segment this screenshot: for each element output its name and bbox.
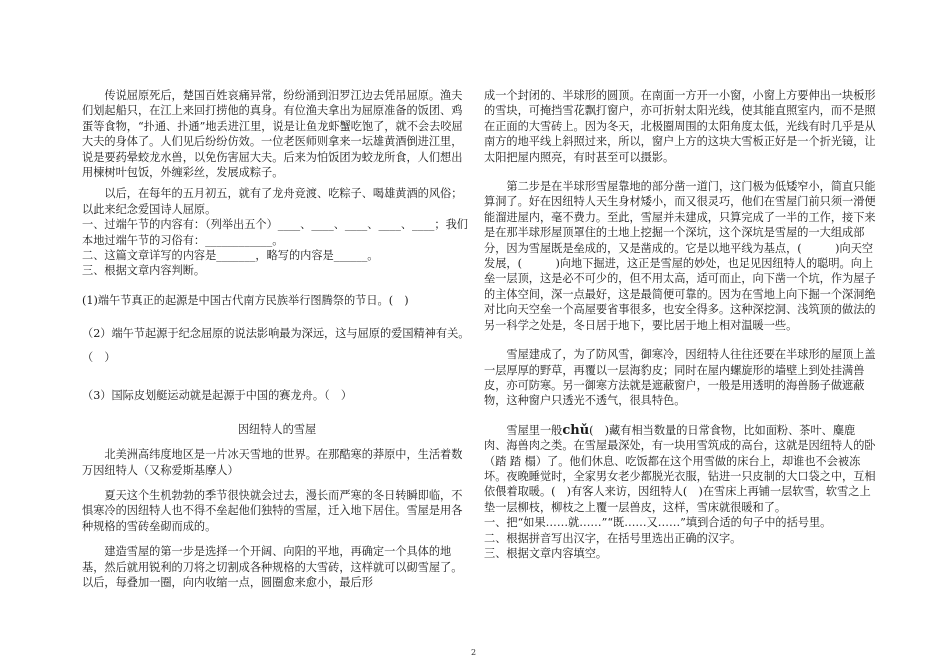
page-number: 2 [471, 648, 477, 657]
passage-paragraph: 北美洲高纬度地区是一片冰天雪地的世界。在那酷寒的莽原中，生活着数万因纽特人（又称爱斯基摩人） [82, 448, 463, 477]
question-2: 二、这篇文章详写的内容是_______，略写的内容是______。 [82, 249, 379, 263]
judgement-item: （3）国际皮划艇运动就是起源于中国的赛龙舟。（ ） [82, 389, 353, 403]
judgement-item: （2）端午节起源于纪念屈原的说法影响最为深远，这与屈原的爱国精神有关。（ ） [82, 327, 470, 365]
question-1: 一、过端午节的内容有：（列举出五个）____、____、____、____、____；我们本地过端午节的习俗有：____________。 [82, 218, 468, 247]
passage-paragraph: 雪屋建成了，为了防风雪，御寒冷，因纽特人往往还要在半球形的屋顶上盖一层厚厚的野草，再覆以一层海豹皮；同时在屋内螺旋形的墙壁上到处挂满兽皮，亦可防寒。另一御寒方法就是遮蔽窗户，一般是用透明的海兽肠子做遮蔽物，这种窗户只透光不透气，很具特色。 [484, 348, 876, 408]
passage-paragraph: 成一个封闭的、半球形的圆顶。在南面一方开一小窗，小窗上方要伸出一块板形的雪块，可掩挡雪花飘打窗户，亦可折射太阳光线，使其能直照室内，而不是照在正面的大雪砖上。因为冬天，北极圈周围的太阳角度太低，光线有时几乎是从南方的地平线上斜照过来，所以，窗户上方的这块大雪板正好是一个折光镜，让太阳把屋内照亮，有时甚至可以摄影。 [484, 89, 876, 164]
pinyin-prompt: chǔ [562, 422, 590, 438]
passage-text: 雪屋里一般 [506, 423, 563, 437]
question-1: 一、把“如果……就……”“既……又……”填到合适的句子中的括号里。 [484, 516, 832, 530]
passage-paragraph: 第二步是在半球形雪屋靠地的部分凿一道门，这门极为低矮窄小，简直只能算洞了。好在因纽特人天生身材矮小，而又很灵巧，他们在雪屋门前只须一滑便能溜进屋内，毫不费力。至此，雪屋并未建成，只算完成了一半的工作，接下来是在那半球形屋顶罩住的土地上挖掘一个深坑，这个深坑是雪屋的一大组成部分，因为雪屋既是垒成的，又是凿成的。它是以地平线为基点，( )向天空发展，( )向地下掘进，这正是雪屋的妙处，也足见因纽特人的聪明。向上垒一层顶，这是必不可少的，但不用太高，适可而止，向下凿一个坑，作为屋子的主体空间，深一点最好，这是最简便可靠的。因为在雪地上向下掘一个深洞绝对比向天空垒一个高屋要省事很多，也安全得多。这种深挖洞、浅筑顶的做法的另一科学之处是，冬日居于地下，要比居于地上相对温暖一些。 [484, 180, 876, 332]
question-3: 三、根据文章内容填空。 [484, 546, 608, 560]
passage-paragraph [484, 423, 876, 515]
article-title: 因纽特人的雪屋 [237, 422, 317, 436]
passage-paragraph: 以后，在每年的五月初五，就有了龙舟竞渡、吃粽子、喝雄黄酒的风俗；以此来纪念爱国诗人屈原。 [82, 187, 463, 216]
left-column [82, 88, 472, 590]
question-3: 三、根据文章内容判断。 [82, 264, 206, 278]
right-column [484, 88, 876, 561]
passage-paragraph: 传说屈原死后，楚国百姓哀痛异常，纷纷涌到汨罗江边去凭吊屈原。渔夫们划起船只，在江上来回打捞他的真身。有位渔夫拿出为屈原准备的饭团、鸡蛋等食物，“扑通、扑通”地丢进江里，说是让鱼龙虾蟹吃饱了，就不会去咬屈大夫的身体了。人们见后纷纷仿效。一位老医师则拿来一坛雄黄酒倒进江里，说是要药晕蛟龙水兽，以免伤害屈大夫。后来为怕饭团为蛟龙所食，人们想出用楝树叶包饭，外缠彩丝，发展成粽子。 [82, 89, 463, 180]
judgement-item: (1)端午节真正的起源是中国古代南方民族举行图腾祭的节日。( ) [82, 293, 409, 307]
question-2: 二、根据拼音写出汉字，在括号里选出正确的汉字。 [484, 531, 742, 545]
passage-paragraph: 建造雪屋的第一步是选择一个开阔、向阳的平地，再确定一个具体的地基，然后就用锐利的刀将之切割成各种规格的大雪砖，这样就可以砌雪屋了。以后，每叠加一圈，向内收缩一点，圆圈愈来愈小，最后形 [82, 545, 463, 589]
passage-text: ( )藏有相当数量的日常食物，比如面粉、茶叶、麋鹿肉、海兽肉之类。在雪屋最深处，有一块用雪筑成的高台，这就是因纽特人的卧（踏 踏 榻）了。他们休息、吃饭都在这个用雪做的床台上，却谁也不会被冻坏。夜晚睡觉时，全家男女老少都脱光衣服，钻进一只皮制的大口袋之中，互相依偎着取暖。( )有客人来访，因纽特人( )在雪床上再铺一层软雪，软雪之上垫一层柳枝，柳枝之上覆一层兽皮，这样，雪床就很暖和了。 [484, 423, 876, 514]
passage-paragraph: 夏天这个生机勃勃的季节很快就会过去，漫长而严寒的冬日转瞬即临，不惧寒冷的因纽特人也不得不垒起他们独特的雪屋，迁入地下居住。雪屋是用各种规格的雪砖垒砌而成的。 [82, 488, 463, 533]
